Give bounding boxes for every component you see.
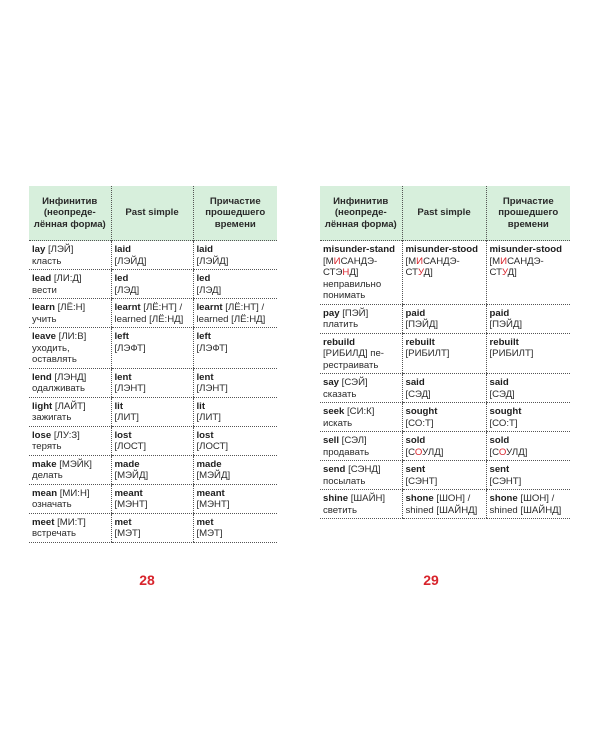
infinitive-word: make bbox=[32, 458, 57, 470]
participle-cell bbox=[486, 304, 570, 333]
past-simple-cell bbox=[111, 455, 193, 484]
transcription: [ЛЁ:Н] bbox=[54, 302, 86, 313]
participle-cell bbox=[486, 403, 570, 432]
past-simple-cell bbox=[402, 333, 486, 374]
transcription-part: УЛД] bbox=[422, 446, 444, 458]
infinitive-word: say bbox=[323, 377, 340, 388]
participle-cell bbox=[486, 461, 570, 490]
part-word: said bbox=[489, 377, 509, 388]
translation: продавать bbox=[323, 446, 370, 458]
table-row bbox=[29, 368, 277, 397]
past-simple-cell bbox=[111, 484, 193, 513]
past-word: sought bbox=[405, 406, 438, 417]
transcription bbox=[490, 447, 528, 458]
infinitive-cell bbox=[320, 304, 402, 333]
transcription-part: Д] bbox=[423, 267, 433, 278]
header-participle: Причастие прошедшего времени bbox=[486, 186, 570, 241]
infinitive-cell bbox=[320, 333, 402, 374]
participle-cell bbox=[486, 490, 570, 519]
table-row bbox=[29, 513, 277, 542]
translation: означать bbox=[32, 499, 72, 510]
past-word: led bbox=[114, 273, 129, 284]
transcription: [ПЭЙ] bbox=[339, 307, 369, 319]
transcription-part: САНДЭ-СТ bbox=[405, 255, 460, 278]
participle-cell bbox=[193, 299, 277, 328]
past-simple-cell bbox=[402, 374, 486, 403]
table-header-row bbox=[320, 186, 570, 241]
participle-cell bbox=[486, 432, 570, 461]
participle-cell bbox=[193, 455, 277, 484]
transcription bbox=[490, 256, 544, 279]
infinitive-word: lead bbox=[32, 273, 52, 284]
transcription: [ЛЭНТ] bbox=[196, 383, 228, 394]
transcription: [ЛЭНТ] bbox=[114, 383, 146, 394]
transcription: [МЭНТ] bbox=[196, 499, 230, 510]
infinitive-word: send bbox=[323, 464, 346, 475]
table-row bbox=[29, 299, 277, 328]
translation: вести bbox=[32, 284, 57, 296]
table-row bbox=[320, 432, 570, 461]
past-word: laid bbox=[114, 244, 132, 255]
translation: учить bbox=[32, 313, 57, 325]
stressed-letter: У bbox=[417, 267, 424, 278]
transcription: [ШОН] / shined [ШАЙНД] bbox=[489, 493, 562, 516]
transcription: [МЭТ] bbox=[114, 528, 141, 539]
transcription: [СЭНД] bbox=[345, 464, 381, 475]
infinitive-cell bbox=[29, 368, 111, 397]
transcription-part: [С bbox=[489, 446, 499, 458]
infinitive-cell bbox=[29, 426, 111, 455]
part-word: met bbox=[196, 516, 214, 528]
table-row bbox=[29, 328, 277, 369]
table-row bbox=[320, 304, 570, 333]
transcription: [ЛОСТ] bbox=[196, 441, 229, 452]
part-word: made bbox=[196, 458, 222, 470]
translation: уходить, оставлять bbox=[32, 342, 77, 365]
table-row bbox=[29, 397, 277, 426]
transcription: [СО:Т] bbox=[489, 417, 518, 429]
transcription: [ЛУ:З] bbox=[51, 429, 80, 441]
part-word: meant bbox=[196, 487, 225, 499]
transcription: [РИБИЛТ] bbox=[489, 348, 534, 359]
transcription: [СЭНТ] bbox=[405, 475, 438, 487]
past-word: meant bbox=[114, 487, 143, 499]
translation: платить bbox=[323, 319, 359, 330]
participle-cell bbox=[193, 484, 277, 513]
part-word: lit bbox=[196, 400, 206, 412]
past-word: misunder-stood bbox=[405, 244, 478, 255]
table-row bbox=[29, 484, 277, 513]
infinitive-cell bbox=[29, 455, 111, 484]
translation: делать bbox=[32, 470, 63, 481]
header-infinitive: Инфинитив (неопреде-лённая форма) bbox=[29, 186, 111, 241]
transcription-part: САНДЭ-СТ bbox=[489, 255, 544, 278]
transcription: [ЛИТ] bbox=[196, 412, 221, 423]
part-word: sent bbox=[489, 464, 510, 475]
table-row bbox=[320, 403, 570, 432]
infinitive-word: leave bbox=[32, 331, 57, 342]
translation: терять bbox=[32, 441, 62, 452]
past-word: shone bbox=[405, 493, 434, 504]
table-row bbox=[29, 426, 277, 455]
past-simple-cell bbox=[111, 270, 193, 299]
part-word: led bbox=[196, 273, 211, 284]
part-word: laid bbox=[196, 244, 214, 255]
translation: светить bbox=[323, 504, 357, 516]
transcription: [ЛЭНД] bbox=[51, 371, 87, 383]
participle-cell bbox=[486, 241, 570, 305]
stressed-letter: О bbox=[498, 446, 507, 458]
infinitive-word: lend bbox=[32, 371, 52, 383]
part-word: lent bbox=[196, 371, 214, 383]
past-simple-cell bbox=[402, 304, 486, 333]
left-page bbox=[29, 186, 277, 543]
transcription: [ПЭЙД] bbox=[489, 319, 523, 330]
transcription: [СО:Т] bbox=[405, 417, 434, 429]
past-simple-cell bbox=[111, 368, 193, 397]
past-simple-cell bbox=[402, 432, 486, 461]
transcription: [ЛОСТ] bbox=[114, 441, 147, 452]
infinitive-word: lay bbox=[32, 244, 46, 255]
table-row bbox=[320, 490, 570, 519]
part-word: misunder-stood bbox=[489, 244, 562, 255]
past-simple-cell bbox=[111, 299, 193, 328]
transcription: [СЭЙ] bbox=[339, 377, 368, 388]
past-word: lost bbox=[114, 429, 132, 441]
infinitive-cell bbox=[29, 397, 111, 426]
transcription-part: Д] bbox=[349, 267, 359, 278]
participle-cell bbox=[193, 397, 277, 426]
table-row bbox=[320, 461, 570, 490]
past-simple-cell bbox=[402, 241, 486, 305]
infinitive-word: meet bbox=[32, 516, 55, 528]
infinitive-cell bbox=[320, 374, 402, 403]
part-word: learnt bbox=[196, 302, 223, 313]
past-simple-cell bbox=[111, 241, 193, 270]
past-simple-cell bbox=[402, 461, 486, 490]
transcription: [МИ:Н] bbox=[57, 487, 90, 499]
past-word: sent bbox=[405, 464, 426, 475]
transcription: [ЛИ:Д] bbox=[51, 273, 82, 284]
table-row bbox=[29, 270, 277, 299]
translation: зажигать bbox=[32, 412, 72, 423]
infinitive-cell bbox=[29, 241, 111, 270]
transcription: [РИБИЛТ] bbox=[405, 348, 450, 359]
transcription: [ЛЭД] bbox=[196, 284, 222, 296]
transcription: [МЭЙД] bbox=[196, 470, 231, 481]
translation: одалживать bbox=[32, 383, 85, 394]
transcription bbox=[406, 447, 444, 458]
transcription: [ЛАЙТ] bbox=[52, 400, 86, 412]
past-word: lit bbox=[114, 400, 124, 412]
past-simple-cell bbox=[111, 426, 193, 455]
infinitive-cell bbox=[29, 484, 111, 513]
participle-cell bbox=[193, 368, 277, 397]
past-word: learnt bbox=[114, 302, 141, 313]
participle-cell bbox=[193, 328, 277, 369]
infinitive-cell bbox=[29, 328, 111, 369]
participle-cell bbox=[193, 426, 277, 455]
part-word: lost bbox=[196, 429, 214, 441]
transcription: [ЛИТ] bbox=[114, 412, 139, 423]
header-infinitive: Инфинитив (неопреде-лённая форма) bbox=[320, 186, 402, 241]
infinitive-word: seek bbox=[323, 406, 345, 417]
infinitive-word: pay bbox=[323, 307, 340, 319]
right-page bbox=[320, 186, 570, 519]
table-header-row bbox=[29, 186, 277, 241]
part-word: sought bbox=[489, 406, 522, 417]
infinitive-cell bbox=[29, 270, 111, 299]
transcription: [ЛИ:В] bbox=[56, 331, 87, 342]
transcription-part: Д] bbox=[507, 267, 517, 278]
infinitive-cell bbox=[320, 461, 402, 490]
transcription bbox=[406, 256, 460, 279]
past-simple-cell bbox=[111, 397, 193, 426]
infinitive-word: rebuild bbox=[323, 336, 355, 348]
stressed-letter: И bbox=[333, 255, 341, 267]
infinitive-word: learn bbox=[32, 302, 55, 313]
verbs-table-right bbox=[320, 186, 570, 519]
stressed-letter: И bbox=[416, 255, 424, 267]
infinitive-word: mean bbox=[32, 487, 58, 499]
transcription: [ЛЭЙ] bbox=[45, 244, 74, 255]
transcription: [ЛЁ:НТ] / learned [ЛЁ:НД] bbox=[196, 302, 266, 325]
translation: искать bbox=[323, 417, 353, 429]
transcription: [МИ:Т] bbox=[54, 516, 86, 528]
translation: встречать bbox=[32, 528, 77, 539]
past-word: made bbox=[114, 458, 140, 470]
infinitive-word: light bbox=[32, 400, 53, 412]
transcription: [ПЭЙД] bbox=[405, 319, 439, 330]
past-word: said bbox=[405, 377, 425, 388]
infinitive-word: lose bbox=[32, 429, 52, 441]
transcription: [СЭД] bbox=[405, 388, 431, 400]
transcription: [ЛЭЙД] bbox=[196, 255, 229, 267]
transcription: [ЛЭД] bbox=[114, 284, 140, 296]
part-word: rebuilt bbox=[489, 336, 519, 348]
part-word: left bbox=[196, 331, 211, 342]
transcription: [МЭНТ] bbox=[114, 499, 148, 510]
transcription-part: [М bbox=[323, 255, 334, 267]
stressed-letter: И bbox=[500, 255, 508, 267]
infinitive-cell bbox=[320, 490, 402, 519]
past-simple-cell bbox=[111, 328, 193, 369]
past-simple-cell bbox=[111, 513, 193, 542]
participle-cell bbox=[193, 513, 277, 542]
stressed-letter: У bbox=[501, 267, 508, 278]
past-word: rebuilt bbox=[405, 336, 435, 348]
infinitive-word: shine bbox=[323, 493, 349, 504]
header-past-simple: Past simple bbox=[402, 186, 486, 241]
infinitive-cell bbox=[29, 299, 111, 328]
stressed-letter: Н bbox=[342, 267, 350, 278]
transcription: [СИ:К] bbox=[344, 406, 375, 417]
part-word: paid bbox=[489, 307, 510, 319]
past-word: sold bbox=[405, 435, 426, 446]
part-word: shone bbox=[489, 493, 518, 504]
infinitive-cell bbox=[320, 241, 402, 305]
page-number-left: 28 bbox=[139, 572, 155, 588]
transcription: [ЛЭФТ] bbox=[114, 342, 146, 354]
transcription: [ЛЭЙД] bbox=[114, 255, 147, 267]
page-number-right: 29 bbox=[423, 572, 439, 588]
participle-cell bbox=[486, 333, 570, 374]
translation: неправильно понимать bbox=[323, 278, 382, 301]
transcription bbox=[323, 256, 377, 279]
infinitive-word: misunder-stand bbox=[323, 244, 395, 255]
transcription: [СЭНТ] bbox=[489, 475, 522, 487]
infinitive-word: sell bbox=[323, 435, 340, 446]
past-word: paid bbox=[405, 307, 426, 319]
table-row bbox=[320, 333, 570, 374]
infinitive-cell bbox=[29, 513, 111, 542]
table-row bbox=[29, 241, 277, 270]
transcription-part: [М bbox=[405, 255, 417, 267]
transcription: [ШОН] / shined [ШАЙНД] bbox=[405, 493, 478, 516]
translation: сказать bbox=[323, 388, 357, 400]
part-word: sold bbox=[489, 435, 510, 446]
table-row bbox=[29, 455, 277, 484]
transcription: [МЭЙД] bbox=[114, 470, 149, 481]
past-word: met bbox=[114, 516, 132, 528]
transcription: [ЛЁ:НТ] / learned [ЛЁ:НД] bbox=[114, 302, 184, 325]
translation: посылать bbox=[323, 475, 366, 487]
past-word: left bbox=[114, 331, 129, 342]
header-participle: Причастие прошедшего времени bbox=[193, 186, 277, 241]
past-word: lent bbox=[114, 371, 132, 383]
transcription-part: УЛД] bbox=[506, 446, 528, 458]
participle-cell bbox=[193, 270, 277, 299]
transcription: [ЛЭФТ] bbox=[196, 342, 228, 354]
verbs-table-left bbox=[29, 186, 277, 543]
translation: класть bbox=[32, 255, 62, 267]
transcription: [МЭТ] bbox=[196, 528, 223, 539]
participle-cell bbox=[486, 374, 570, 403]
transcription: [РИБИЛД] пе-рестраивать bbox=[323, 348, 385, 371]
transcription: [МЭЙК] bbox=[56, 458, 92, 470]
table-row bbox=[320, 374, 570, 403]
transcription-part: САНДЭ-СТЭ bbox=[323, 255, 378, 278]
transcription: [СЭЛ] bbox=[339, 435, 367, 446]
past-simple-cell bbox=[402, 490, 486, 519]
stressed-letter: О bbox=[414, 446, 423, 458]
infinitive-cell bbox=[320, 432, 402, 461]
transcription: [СЭД] bbox=[489, 388, 515, 400]
participle-cell bbox=[193, 241, 277, 270]
table-row bbox=[320, 241, 570, 305]
transcription-part: [М bbox=[489, 255, 501, 267]
infinitive-cell bbox=[320, 403, 402, 432]
past-simple-cell bbox=[402, 403, 486, 432]
transcription: [ШАЙН] bbox=[348, 493, 386, 504]
header-past-simple: Past simple bbox=[111, 186, 193, 241]
transcription-part: [С bbox=[405, 446, 415, 458]
